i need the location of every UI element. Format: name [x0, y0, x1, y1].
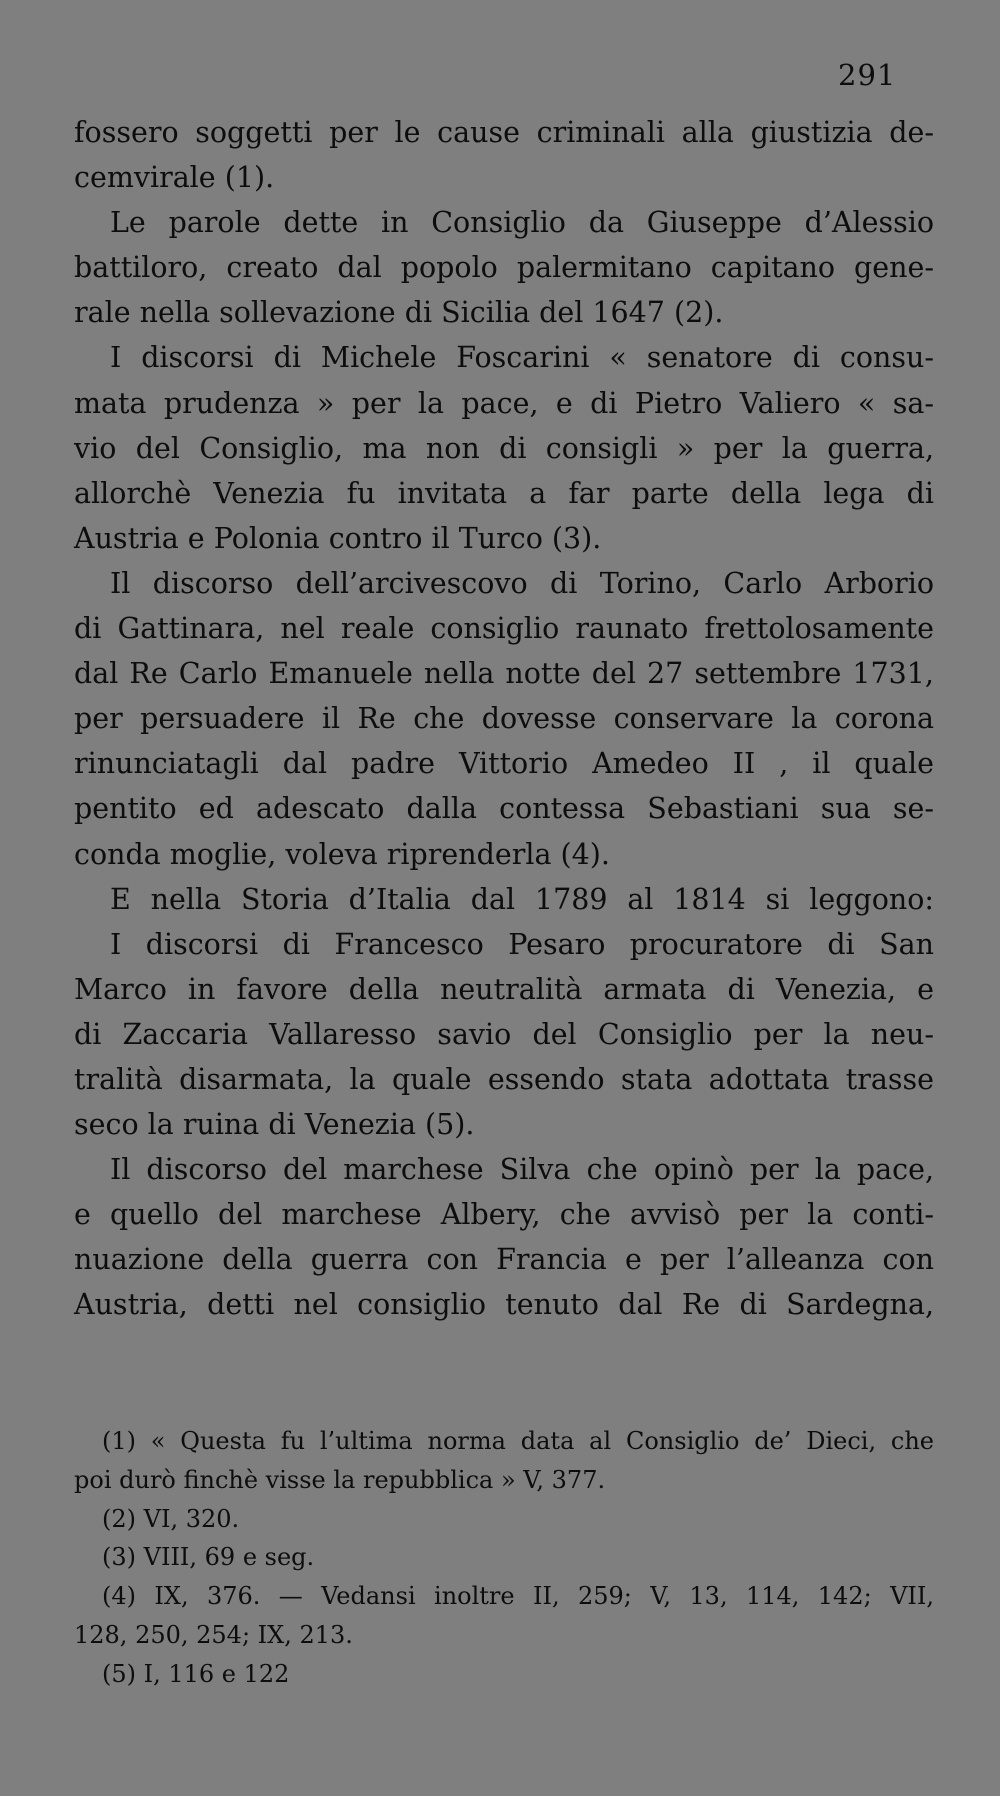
text-line: Austria e Polonia contro il Turco (3).: [74, 521, 602, 555]
paragraph-first-line: I discorsi di Michele Foscarini « senatore di consu-: [110, 341, 934, 375]
text-line: allorchè Venezia fu invitata a far parte della lega di: [74, 476, 934, 510]
footnote-line: (5) I, 116 e 122: [102, 1659, 290, 1688]
text-line: di Gattinara, nel reale consiglio raunato frettolosamente: [74, 612, 934, 646]
paragraph-first-line: E nella Storia d’Italia dal 1789 al 1814 si leggono:: [110, 882, 934, 916]
footnote-line: (4) IX, 376. — Vedansi inoltre II, 259; V, 13, 114, 142; VII,: [102, 1582, 934, 1611]
footnote-line: (2) VI, 320.: [102, 1504, 240, 1533]
text-line: rale nella sollevazione di Sicilia del 1647 (2).: [74, 296, 724, 330]
text-line: cemvirale (1).: [74, 161, 275, 195]
text-line: tralità disarmata, la quale essendo stata adottata trasse: [74, 1062, 934, 1096]
footnote-line: (3) VIII, 69 e seg.: [102, 1543, 315, 1572]
paragraph-first-line: Le parole dette in Consiglio da Giuseppe d’Alessio: [110, 206, 934, 240]
text-line: rinunciatagli dal padre Vittorio Amedeo II , il quale: [74, 747, 934, 781]
text-line: per persuadere il Re che dovesse conservare la corona: [74, 702, 934, 736]
page-number: 291: [838, 58, 897, 92]
footnote-line: (1) « Questa fu l’ultima norma data al Consiglio de’ Dieci, che: [102, 1427, 934, 1455]
text-line: conda moglie, voleva riprenderla (4).: [74, 837, 610, 871]
text-line: di Zaccaria Vallaresso savio del Consiglio per la neu-: [74, 1017, 934, 1051]
text-line: mata prudenza » per la pace, e di Pietro Valiero « sa-: [74, 386, 934, 420]
text-line: dal Re Carlo Emanuele nella notte del 27 settembre 1731,: [74, 657, 934, 691]
text-line: nuazione della guerra con Francia e per l’alleanza con: [74, 1243, 934, 1277]
footnote-line: poi durò finchè visse la repubblica » V, 377.: [74, 1465, 606, 1494]
text-line: e quello del marchese Albery, che avvisò per la conti-: [74, 1198, 934, 1232]
text-line: pentito ed adescato dalla contessa Sebastiani sua se-: [74, 792, 934, 826]
main-text: [74, 110, 934, 1328]
paragraph-first-line: Il discorso del marchese Silva che opinò per la pace,: [110, 1153, 934, 1187]
text-line: seco la ruina di Venezia (5).: [74, 1108, 475, 1142]
footnote-line: 128, 250, 254; IX, 213.: [74, 1620, 353, 1649]
text-line: vio del Consiglio, ma non di consigli » per la guerra,: [74, 431, 934, 465]
text-line: Austria, detti nel consiglio tenuto dal Re di Sardegna,: [74, 1288, 934, 1322]
text-line: battiloro, creato dal popolo palermitano capitano gene-: [74, 251, 934, 285]
paragraph-first-line: Il discorso dell’arcivescovo di Torino, Carlo Arborio: [110, 566, 934, 600]
paragraph-first-line: I discorsi di Francesco Pesaro procuratore di San: [110, 927, 934, 961]
footnotes: [74, 1422, 934, 1694]
text-line: fossero soggetti per le cause criminali alla giustizia de-: [74, 116, 934, 149]
text-line: Marco in favore della neutralità armata di Venezia, e: [74, 972, 934, 1006]
